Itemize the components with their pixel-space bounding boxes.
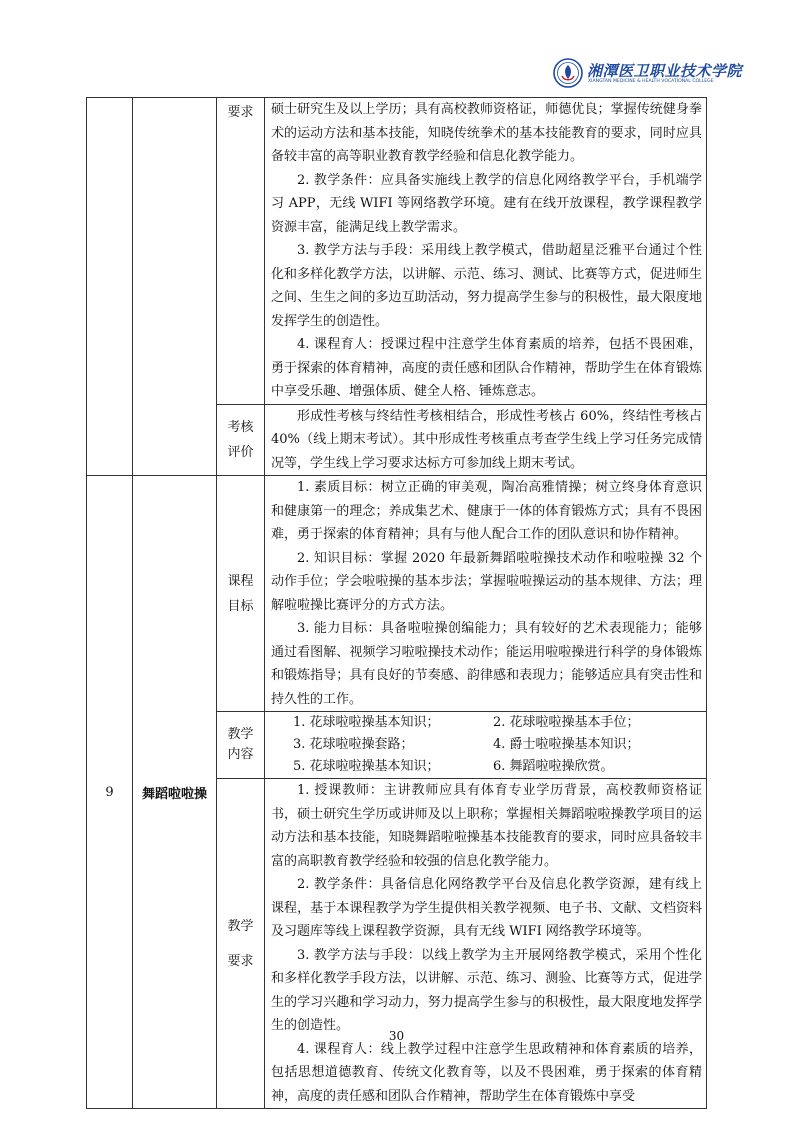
objectives-paragraph: 3. 能力目标：具备啦啦操创编能力；具有较好的艺术表现能力；能够通过看图解、视频学习啦啦操技术动作；能运用啦啦操进行科学的身体锻炼和锻炼指导；具有良好的节奏感、韵律感和表现力；能够适应具有突击性和持久性的工作。 — [271, 621, 702, 707]
list-item: 1. 花球啦啦操基本知识； — [293, 715, 440, 730]
requirements-paragraph: 3. 教学方法与手段：采用线上教学模式，借助超星泛雅平台通过个性化和多样化教学方法，以讲解、示范、练习、测试、比赛等方式，促进师生之间、生生之间的多边互助活动，努力提高学生参与的积极性，最大限度地发挥学生的创造性。 — [271, 243, 702, 329]
requirements-paragraph: 2. 教学条件：具备信息化网络教学平台及信息化教学资源，建有线上课程，基于本课程教学为学生提供相关教学视频、电子书、文献、文档资料及习题库等线上课程教学资源，具有无线 WIFI 网络教学环境等。 — [271, 877, 702, 939]
objectives-paragraph: 1. 素质目标：树立正确的审美观，陶冶高雅情操；树立终身体育意识和健康第一的理念；养成集艺术、健康于一体的体育锻炼方式；具有不畏困难，勇于探索的体育精神；具有与他人配合工作的团队意识和协作精神。 — [271, 480, 702, 542]
objectives-paragraph: 2. 知识目标：掌握 2020 年最新舞蹈啦啦操技术动作和啦啦操 32 个动作手位；学会啦啦操的基本步法；掌握啦啦操运动的基本规律、方法；理解啦啦操比赛评分的方式方法。 — [271, 550, 702, 613]
course-number-cell: 9 — [87, 476, 133, 1109]
page-number: 30 — [388, 1029, 405, 1043]
requirements-paragraph: 3. 教学方法与手段：以线上教学为主开展网络教学模式，采用个性化和多样化教学手段方法，以讲解、示范、练习、测验、比赛等方式，促进学生的学习兴趣和学习动力，努力提高学生参与的积极性，最大限度地发挥学生的创造性。 — [271, 947, 702, 1033]
requirements-paragraph: 硕士研究生及以上学历；具有高校教师资格证，师德优良；掌握传统健身拳术的运动方法和基本技能，知晓传统拳术的基本技能教育的要求，同时应具备较丰富的高等职业教育教学经验和信息化教学能力。 — [271, 102, 702, 164]
list-item: 2. 花球啦啦操基本手位； — [493, 715, 640, 730]
requirements-label: 教学 要求 — [217, 779, 265, 1109]
content-list — [265, 712, 707, 779]
list-item: 5. 花球啦啦操基本知识； — [293, 759, 440, 774]
requirements-content — [265, 779, 707, 1109]
list-item: 4. 爵士啦啦操基本知识； — [493, 737, 640, 752]
college-name-cn: 湘潭医卫职业技术学院 — [587, 62, 743, 80]
table-row — [87, 476, 707, 712]
curriculum-table — [86, 97, 707, 1109]
requirements-content-prev — [265, 98, 707, 405]
course-name-cell-prev — [133, 98, 217, 476]
objectives-label: 课程 目标 — [217, 476, 265, 712]
list-item: 6. 舞蹈啦啦操欣赏。 — [493, 759, 614, 774]
assessment-label: 考核 评价 — [217, 404, 265, 476]
objectives-content — [265, 476, 707, 712]
requirements-paragraph: 1. 授课教师：主讲教师应具有体育专业学历背景，高校教师资格证书，硕士研究生学历或讲师及以上职称；掌握相关舞蹈啦啦操教学项目的运动方法和基本技能，知晓舞蹈啦啦操基本技能教育的要求，同时应具备较丰富的高职教育教学经验和较强的信息化教学能力。 — [271, 783, 702, 869]
content-label: 教学 内容 — [217, 712, 265, 779]
assessment-paragraph: 形成性考核与终结性考核相结合，形成性考核占 60%，终结性考核占 40%（线上期末考试）。其中形成性考核重点考查学生线上学习任务完成情况等，学生线上学习要求达标方可参加线上期末考试。 — [271, 408, 702, 471]
college-emblem-icon — [553, 58, 583, 88]
college-name-en: XIANGTAN MEDICINE & HEALTH VOCATIONAL COLLEGE — [588, 79, 714, 84]
course-number-cell-prev — [87, 98, 133, 476]
requirements-paragraph: 4. 课程育人：授课过程中注意学生体育素质的培养，包括不畏困难，勇于探索的体育精神，高度的责任感和团队合作精神，帮助学生在体育锻炼中享受乐趣、增强体质、健全人格、锤炼意志。 — [271, 337, 702, 399]
college-logo — [553, 58, 743, 90]
course-name-cell: 舞蹈啦啦操 — [133, 476, 217, 1109]
table-row — [87, 98, 707, 405]
requirements-paragraph: 4. 课程育人：线上教学过程中注意学生思政精神和体育素质的培养，包括思想道德教育、传统文化教育等，以及不畏困难，勇于探索的体育精神，高度的责任感和团队合作精神，帮助学生在体育锻炼中享受 — [271, 1041, 702, 1104]
requirements-label-prev: 要求 — [217, 98, 265, 405]
requirements-paragraph: 2. 教学条件：应具备实施线上教学的信息化网络教学平台，手机端学习 APP，无线 WIFI 等网络教学环境。建有在线开放课程，教学课程教学资源丰富，能满足线上教学需求。 — [271, 172, 702, 235]
assessment-content — [265, 404, 707, 476]
list-item: 3. 花球啦啦操套路； — [293, 737, 414, 752]
